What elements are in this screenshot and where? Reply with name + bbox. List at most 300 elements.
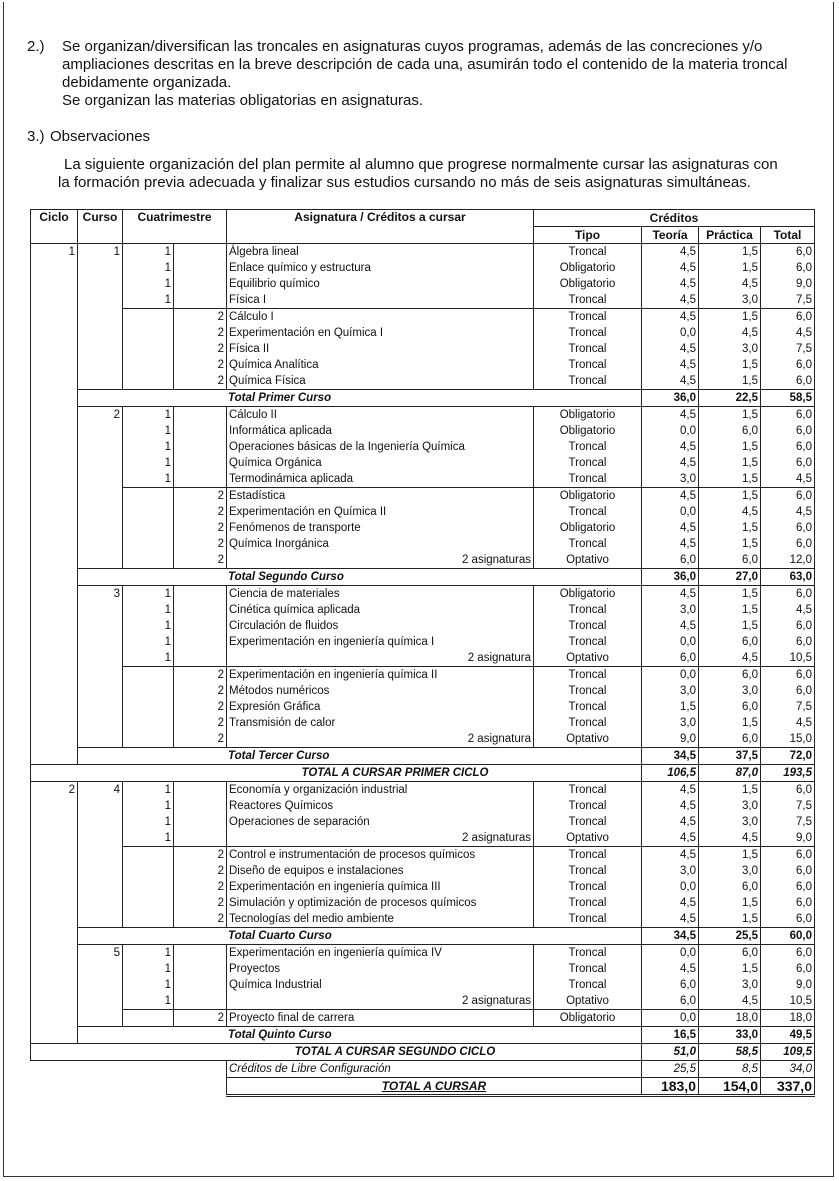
paragraph-2-line-4: Se organizan las materias obligatorias en asignaturas.	[62, 92, 424, 109]
ciclo-cell	[31, 390, 78, 407]
subject-type: Troncal	[534, 341, 642, 357]
cuatrimestre-1-cell: 1	[123, 292, 174, 309]
grand-total-practica: 154,0	[699, 1078, 761, 1096]
subject-type: Troncal	[534, 244, 642, 261]
subject-name: Experimentación en Química I	[227, 325, 534, 341]
cuatrimestre-1-cell	[123, 895, 174, 911]
teoria-value: 3,0	[642, 683, 699, 699]
ciclo-cell	[31, 847, 78, 864]
total-value: 6,0	[761, 683, 815, 699]
cuatrimestre-2-cell: 2	[174, 341, 227, 357]
teoria-value: 4,5	[642, 292, 699, 309]
curso-cell	[78, 715, 123, 731]
practica-value: 3,0	[699, 292, 761, 309]
cuatrimestre-2-cell: 2	[174, 520, 227, 536]
subject-row	[31, 357, 815, 373]
subject-row	[31, 602, 815, 618]
ciclo-cell	[31, 683, 78, 699]
cuatrimestre-2-cell	[174, 945, 227, 962]
course-total-total: 49,5	[761, 1027, 815, 1044]
curso-cell	[78, 731, 123, 748]
cuatrimestre-1-cell: 1	[123, 977, 174, 993]
total-value: 7,5	[761, 341, 815, 357]
curso-cell	[78, 439, 123, 455]
total-value: 9,0	[761, 276, 815, 292]
subject-name: Química Analítica	[227, 357, 534, 373]
total-value: 7,5	[761, 798, 815, 814]
practica-value: 6,0	[699, 731, 761, 748]
subject-row	[31, 1010, 815, 1027]
subject-type: Troncal	[534, 683, 642, 699]
cuatrimestre-1-cell: 1	[123, 423, 174, 439]
paragraph-2-line-1: Se organizan/diversifican las troncales en asignaturas cuyos programas, además de las concreciones y/o	[62, 38, 763, 55]
course-total-label: Total Cuarto Curso	[78, 928, 534, 945]
teoria-value: 6,0	[642, 977, 699, 993]
subject-type: Troncal	[534, 847, 642, 864]
subject-type: Obligatorio	[534, 1010, 642, 1027]
cuatrimestre-1-cell	[123, 683, 174, 699]
course-total-row	[31, 928, 815, 945]
subject-type: Troncal	[534, 292, 642, 309]
total-value: 6,0	[761, 782, 815, 799]
ciclo-cell	[31, 357, 78, 373]
curso-cell	[78, 634, 123, 650]
practica-value: 3,0	[699, 863, 761, 879]
subject-type: Troncal	[534, 961, 642, 977]
practica-value: 1,5	[699, 782, 761, 799]
cuatrimestre-1-cell	[123, 731, 174, 748]
cuatrimestre-1-cell	[123, 488, 174, 505]
practica-value: 6,0	[699, 423, 761, 439]
subject-name: Cálculo II	[227, 407, 534, 424]
curso-cell	[78, 847, 123, 864]
curso-cell	[78, 1010, 123, 1027]
teoria-value: 4,5	[642, 961, 699, 977]
plan-footer	[31, 1061, 815, 1096]
total-value: 6,0	[761, 961, 815, 977]
subject-type: Troncal	[534, 977, 642, 993]
curso-cell: 5	[78, 945, 123, 962]
course-total-practica: 37,5	[699, 748, 761, 765]
ciclo-cell	[31, 520, 78, 536]
total-value: 6,0	[761, 586, 815, 603]
practica-value: 18,0	[699, 1010, 761, 1027]
subject-name: Operaciones de separación	[227, 814, 534, 830]
subject-name: Equilibrio químico	[227, 276, 534, 292]
libre-row	[31, 1061, 815, 1078]
cuatrimestre-2-cell: 2	[174, 911, 227, 928]
cuatrimestre-2-cell: 2	[174, 683, 227, 699]
teoria-value: 4,5	[642, 455, 699, 471]
practica-value: 4,5	[699, 325, 761, 341]
practica-value: 1,5	[699, 911, 761, 928]
total-value: 15,0	[761, 731, 815, 748]
subject-type: Troncal	[534, 325, 642, 341]
total-value: 6,0	[761, 618, 815, 634]
subject-row	[31, 341, 815, 357]
subject-row	[31, 879, 815, 895]
header-ciclo: Ciclo	[31, 210, 78, 244]
subject-type: Optativo	[534, 731, 642, 748]
total-value: 6,0	[761, 373, 815, 390]
total-value: 6,0	[761, 945, 815, 962]
ciclo-cell	[31, 1027, 78, 1044]
cycle-total-teoria: 51,0	[642, 1044, 699, 1061]
curso-cell	[78, 977, 123, 993]
ciclo-cell	[31, 748, 78, 765]
cuatrimestre-2-cell	[174, 798, 227, 814]
subject-row	[31, 634, 815, 650]
total-value: 4,5	[761, 715, 815, 731]
curso-cell	[78, 260, 123, 276]
cuatrimestre-1-cell: 1	[123, 455, 174, 471]
subject-row	[31, 667, 815, 684]
ciclo-cell	[31, 993, 78, 1010]
cuatrimestre-2-cell	[174, 455, 227, 471]
subject-row	[31, 895, 815, 911]
subject-row	[31, 731, 815, 748]
cuatrimestre-1-cell: 1	[123, 260, 174, 276]
cuatrimestre-1-cell	[123, 536, 174, 552]
teoria-value: 4,5	[642, 618, 699, 634]
subject-name: Cinética química aplicada	[227, 602, 534, 618]
curso-cell	[78, 373, 123, 390]
curso-cell	[78, 309, 123, 326]
cuatrimestre-2-cell	[174, 439, 227, 455]
subject-type: Obligatorio	[534, 586, 642, 603]
course-total-teoria: 36,0	[642, 569, 699, 586]
cuatrimestre-1-cell: 1	[123, 798, 174, 814]
cuatrimestre-1-cell	[123, 325, 174, 341]
subject-row	[31, 945, 815, 962]
curso-cell	[78, 667, 123, 684]
cuatrimestre-1-cell: 1	[123, 961, 174, 977]
practica-value: 1,5	[699, 586, 761, 603]
subject-row	[31, 715, 815, 731]
cuatrimestre-2-cell	[174, 618, 227, 634]
header-row-1	[31, 210, 815, 227]
teoria-value: 6,0	[642, 650, 699, 667]
subject-type: Troncal	[534, 373, 642, 390]
subject-name: Física II	[227, 341, 534, 357]
cuatrimestre-1-cell	[123, 847, 174, 864]
practica-value: 1,5	[699, 847, 761, 864]
cuatrimestre-2-cell	[174, 276, 227, 292]
cuatrimestre-2-cell: 2	[174, 895, 227, 911]
cuatrimestre-2-cell: 2	[174, 309, 227, 326]
subject-type: Troncal	[534, 699, 642, 715]
cuatrimestre-2-cell	[174, 292, 227, 309]
curso-cell	[78, 602, 123, 618]
subject-name: Operaciones básicas de la Ingeniería Química	[227, 439, 534, 455]
practica-value: 1,5	[699, 895, 761, 911]
course-total-row	[31, 390, 815, 407]
cuatrimestre-1-cell: 1	[123, 650, 174, 667]
cuatrimestre-2-cell	[174, 602, 227, 618]
cuatrimestre-2-cell: 2	[174, 879, 227, 895]
subject-type: Troncal	[534, 895, 642, 911]
teoria-value: 0,0	[642, 325, 699, 341]
cuatrimestre-1-cell: 1	[123, 830, 174, 847]
ciclo-cell	[31, 814, 78, 830]
subject-type: Obligatorio	[534, 520, 642, 536]
total-value: 7,5	[761, 699, 815, 715]
practica-value: 1,5	[699, 618, 761, 634]
cuatrimestre-1-cell: 1	[123, 634, 174, 650]
ciclo-cell	[31, 586, 78, 603]
subject-row	[31, 455, 815, 471]
practica-value: 6,0	[699, 699, 761, 715]
total-value: 6,0	[761, 439, 815, 455]
teoria-value: 4,5	[642, 357, 699, 373]
course-total-total: 63,0	[761, 569, 815, 586]
total-value: 6,0	[761, 895, 815, 911]
cuatrimestre-2-cell	[174, 634, 227, 650]
teoria-value: 3,0	[642, 715, 699, 731]
subject-name: Experimentación en Química II	[227, 504, 534, 520]
teoria-value: 0,0	[642, 634, 699, 650]
subject-row	[31, 439, 815, 455]
subject-name: 2 asignatura	[227, 731, 534, 748]
teoria-value: 0,0	[642, 1010, 699, 1027]
subject-type: Troncal	[534, 863, 642, 879]
total-value: 4,5	[761, 602, 815, 618]
teoria-value: 3,0	[642, 863, 699, 879]
practica-value: 4,5	[699, 504, 761, 520]
total-value: 6,0	[761, 407, 815, 424]
ciclo-cell	[31, 536, 78, 552]
total-value: 6,0	[761, 536, 815, 552]
subject-row	[31, 977, 815, 993]
practica-value: 1,5	[699, 373, 761, 390]
ciclo-cell	[31, 618, 78, 634]
cuatrimestre-2-cell: 2	[174, 504, 227, 520]
subject-row	[31, 373, 815, 390]
cuatrimestre-2-cell: 2	[174, 552, 227, 569]
libre-teoria: 25,5	[642, 1061, 699, 1078]
cuatrimestre-2-cell	[174, 977, 227, 993]
teoria-value: 4,5	[642, 439, 699, 455]
course-total-row	[31, 569, 815, 586]
subject-name: Experimentación en ingeniería química II	[227, 667, 534, 684]
teoria-value: 4,5	[642, 260, 699, 276]
grand-total-label: TOTAL A CURSAR	[381, 1079, 487, 1093]
total-value: 6,0	[761, 423, 815, 439]
subject-type: Troncal	[534, 536, 642, 552]
practica-value: 1,5	[699, 520, 761, 536]
cycle-total-label: TOTAL A CURSAR PRIMER CICLO	[31, 765, 642, 782]
ciclo-cell	[31, 650, 78, 667]
ciclo-cell	[31, 260, 78, 276]
curso-cell	[78, 325, 123, 341]
subject-type: Troncal	[534, 309, 642, 326]
cuatrimestre-1-cell: 1	[123, 244, 174, 261]
subject-name: Álgebra lineal	[227, 244, 534, 261]
curso-cell	[78, 488, 123, 505]
subject-type: Troncal	[534, 439, 642, 455]
subject-row	[31, 407, 815, 424]
header-cuatrimestre: Cuatrimestre	[123, 210, 227, 244]
total-spacer	[534, 748, 642, 765]
teoria-value: 4,5	[642, 586, 699, 603]
cuatrimestre-1-cell: 1	[123, 993, 174, 1010]
cuatrimestre-2-cell	[174, 650, 227, 667]
item-number-3: 3.)	[27, 128, 45, 145]
subject-name: 2 asignaturas	[227, 552, 534, 569]
cuatrimestre-2-cell: 2	[174, 325, 227, 341]
cuatrimestre-1-cell	[123, 504, 174, 520]
curso-cell	[78, 536, 123, 552]
subject-type: Troncal	[534, 782, 642, 799]
grand-total-row	[31, 1078, 815, 1096]
practica-value: 1,5	[699, 488, 761, 505]
curso-cell	[78, 961, 123, 977]
ciclo-cell	[31, 569, 78, 586]
ciclo-cell	[31, 961, 78, 977]
cycle-total-teoria: 106,5	[642, 765, 699, 782]
cuatrimestre-1-cell: 1	[123, 471, 174, 488]
paragraph-3-line-1: La siguiente organización del plan permite al alumno que progrese normalmente cursar las asignaturas con	[64, 156, 778, 173]
course-total-label: Total Segundo Curso	[78, 569, 534, 586]
ciclo-cell	[31, 471, 78, 488]
teoria-value: 0,0	[642, 879, 699, 895]
curso-cell	[78, 504, 123, 520]
course-total-practica: 33,0	[699, 1027, 761, 1044]
subject-name: Química Física	[227, 373, 534, 390]
cuatrimestre-2-cell: 2	[174, 731, 227, 748]
subject-type: Troncal	[534, 879, 642, 895]
curso-cell: 3	[78, 586, 123, 603]
teoria-value: 3,0	[642, 602, 699, 618]
subject-name: Control e instrumentación de procesos químicos	[227, 847, 534, 864]
subject-type: Troncal	[534, 715, 642, 731]
ciclo-cell	[31, 731, 78, 748]
subject-row	[31, 618, 815, 634]
subject-type: Optativo	[534, 552, 642, 569]
subject-row	[31, 488, 815, 505]
header-tipo: Tipo	[534, 227, 642, 244]
practica-value: 1,5	[699, 309, 761, 326]
practica-value: 6,0	[699, 634, 761, 650]
practica-value: 1,5	[699, 961, 761, 977]
subject-row	[31, 423, 815, 439]
ciclo-cell	[31, 977, 78, 993]
subject-name: Enlace químico y estructura	[227, 260, 534, 276]
total-value: 4,5	[761, 471, 815, 488]
subject-row	[31, 260, 815, 276]
cuatrimestre-2-cell: 2	[174, 699, 227, 715]
teoria-value: 0,0	[642, 667, 699, 684]
cuatrimestre-1-cell	[123, 341, 174, 357]
ciclo-cell	[31, 699, 78, 715]
course-total-label: Total Primer Curso	[78, 390, 534, 407]
practica-value: 4,5	[699, 276, 761, 292]
curso-cell	[78, 993, 123, 1010]
total-value: 6,0	[761, 667, 815, 684]
total-value: 6,0	[761, 309, 815, 326]
ciclo-cell	[31, 423, 78, 439]
total-value: 7,5	[761, 814, 815, 830]
course-total-row	[31, 1027, 815, 1044]
subject-row	[31, 798, 815, 814]
ciclo-cell	[31, 798, 78, 814]
subject-name: Estadística	[227, 488, 534, 505]
subject-name: Química Orgánica	[227, 455, 534, 471]
cycle-total-label: TOTAL A CURSAR SEGUNDO CICLO	[31, 1044, 642, 1061]
subject-name: Física I	[227, 292, 534, 309]
grand-total-total: 337,0	[761, 1078, 815, 1096]
course-total-teoria: 34,5	[642, 748, 699, 765]
libre-total: 34,0	[761, 1061, 815, 1078]
subject-name: Cálculo I	[227, 309, 534, 326]
course-total-teoria: 34,5	[642, 928, 699, 945]
practica-value: 3,0	[699, 798, 761, 814]
course-total-label: Total Quinto Curso	[78, 1027, 534, 1044]
practica-value: 4,5	[699, 993, 761, 1010]
curso-cell	[78, 292, 123, 309]
total-value: 6,0	[761, 357, 815, 373]
subject-name: Métodos numéricos	[227, 683, 534, 699]
teoria-value: 4,5	[642, 536, 699, 552]
total-value: 10,5	[761, 650, 815, 667]
subject-name: Transmisión de calor	[227, 715, 534, 731]
teoria-value: 4,5	[642, 488, 699, 505]
total-value: 10,5	[761, 993, 815, 1010]
ciclo-cell	[31, 1010, 78, 1027]
curso-cell	[78, 814, 123, 830]
cycle-total-total: 109,5	[761, 1044, 815, 1061]
teoria-value: 4,5	[642, 407, 699, 424]
cycle-total-practica: 87,0	[699, 765, 761, 782]
practica-value: 6,0	[699, 667, 761, 684]
teoria-value: 1,5	[642, 699, 699, 715]
practica-value: 1,5	[699, 715, 761, 731]
subject-type: Obligatorio	[534, 488, 642, 505]
subject-name: Reactores Químicos	[227, 798, 534, 814]
subject-row	[31, 292, 815, 309]
subject-row	[31, 699, 815, 715]
paragraph-3-line-2: la formación previa adecuada y finalizar sus estudios cursando no más de seis asignaturas simultáneas.	[58, 174, 751, 191]
teoria-value: 0,0	[642, 423, 699, 439]
subject-row	[31, 520, 815, 536]
total-value: 6,0	[761, 863, 815, 879]
curso-cell: 4	[78, 782, 123, 799]
ciclo-cell: 1	[31, 244, 78, 261]
cuatrimestre-1-cell	[123, 715, 174, 731]
total-value: 6,0	[761, 634, 815, 650]
grand-total-teoria: 183,0	[642, 1078, 699, 1096]
subject-name: Química Industrial	[227, 977, 534, 993]
course-total-total: 72,0	[761, 748, 815, 765]
subject-row	[31, 244, 815, 261]
course-total-label: Total Tercer Curso	[78, 748, 534, 765]
cuatrimestre-1-cell	[123, 879, 174, 895]
total-value: 12,0	[761, 552, 815, 569]
ciclo-cell	[31, 455, 78, 471]
cycle-total-total: 193,5	[761, 765, 815, 782]
ciclo-cell	[31, 602, 78, 618]
practica-value: 4,5	[699, 830, 761, 847]
teoria-value: 4,5	[642, 814, 699, 830]
practica-value: 3,0	[699, 683, 761, 699]
total-value: 6,0	[761, 520, 815, 536]
curso-cell	[78, 520, 123, 536]
course-total-row	[31, 748, 815, 765]
teoria-value: 4,5	[642, 520, 699, 536]
curso-cell	[78, 911, 123, 928]
item-number-2: 2.)	[27, 38, 45, 55]
teoria-value: 3,0	[642, 471, 699, 488]
